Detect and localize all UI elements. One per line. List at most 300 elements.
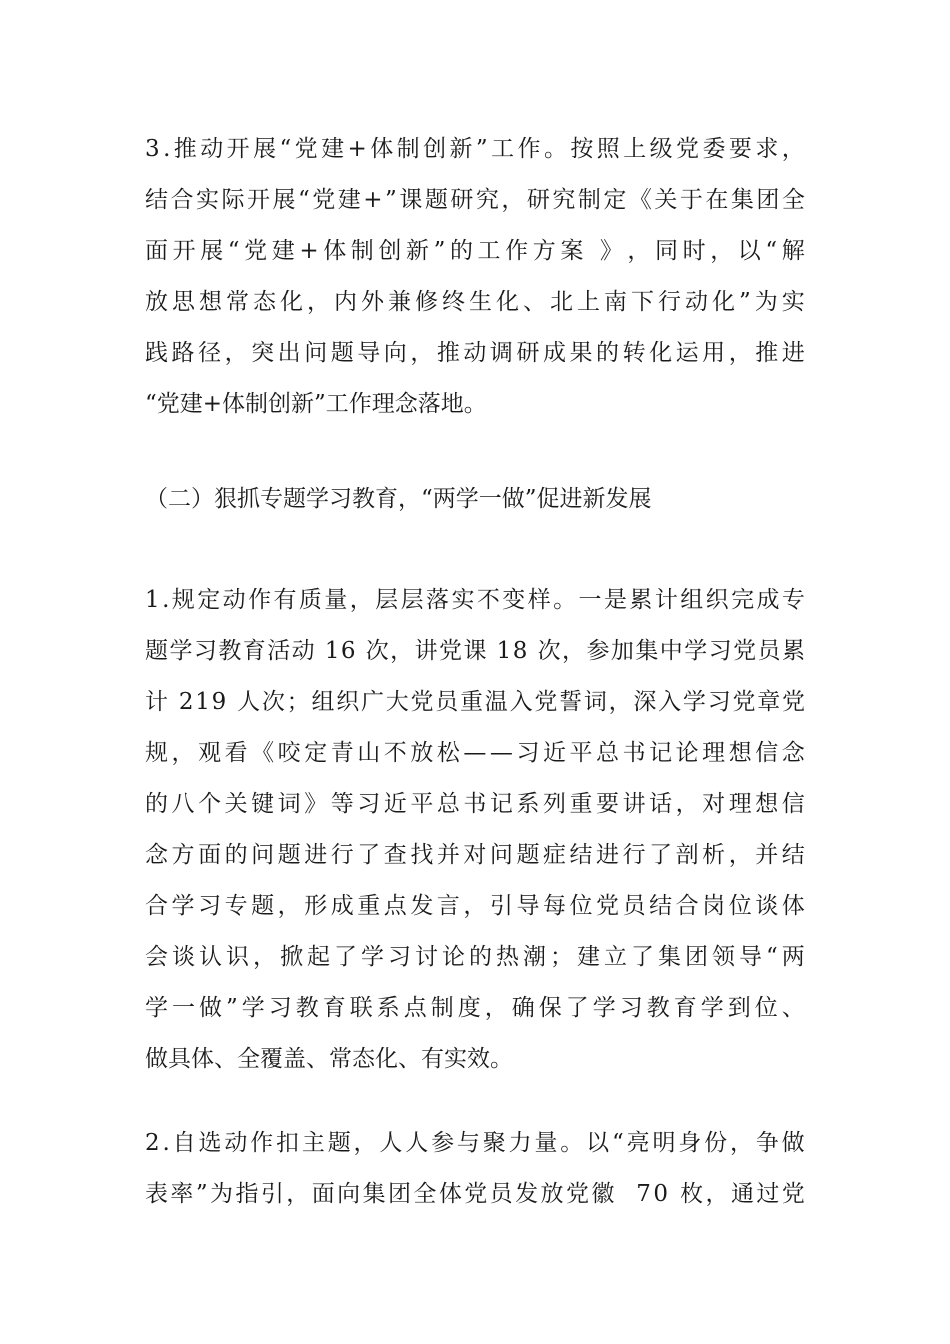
text-glyph: 规 [145,740,168,766]
text-glyph: 层 [375,587,399,613]
text-glyph: 记 [489,791,513,817]
text-glyph: 松 [436,740,460,766]
text-glyph [617,1169,624,1220]
text-glyph: 6 [340,638,356,664]
text-glyph [670,1169,677,1220]
text-glyph: 为 [754,289,778,315]
text-glyph: 平 [410,791,434,817]
text-glyph: ， [781,136,805,162]
text-glyph: 掀 [280,944,303,970]
text-glyph: 上 [577,289,600,315]
text-glyph: 位 [728,893,752,919]
text-glyph: 亮 [626,1130,650,1156]
text-glyph: 团 [756,187,780,213]
text-glyph: 党 [596,893,620,919]
text-glyph: 制 [430,995,454,1021]
text-glyph: 推 [436,340,460,366]
text-glyph: 行 [622,842,646,868]
text-glyph: 研 [450,187,474,213]
text-glyph: 结 [649,893,673,919]
text-glyph: 聚 [482,1130,506,1156]
text-glyph: 集 [658,944,681,970]
text-glyph: 规 [171,587,195,613]
text-glyph: 讲 [622,791,646,817]
text-glyph: 为 [210,1181,234,1207]
text-glyph: 两 [781,944,805,970]
text-glyph: 学 [171,893,195,919]
text-glyph: 联 [349,995,373,1021]
text-glyph: 体 [438,1181,462,1207]
text-glyph: 过 [756,1181,780,1207]
text-glyph: 党 [294,136,318,162]
text-glyph: 2 [178,689,194,715]
text-glyph: 建 [271,238,295,264]
text-glyph: 自 [172,1130,196,1156]
text-glyph: 确 [511,995,535,1021]
text-glyph: ” [475,136,488,162]
text-glyph: 与 [456,1130,480,1156]
text-glyph: 对 [463,842,487,868]
text-glyph: 开 [247,187,270,213]
text-glyph: 选 [198,1130,222,1156]
text-glyph: 量 [534,1130,558,1156]
text-glyph: 育 [322,995,346,1021]
text-glyph: 青 [330,740,354,766]
text-glyph: 常 [226,289,249,315]
text-glyph: 点 [403,995,427,1021]
text-glyph: “ [766,944,778,970]
text-glyph: ” [433,238,446,264]
text-line [145,830,805,881]
text-glyph: 谈 [755,893,779,919]
text-glyph: 习 [357,791,381,817]
text-glyph: 引 [260,1181,284,1207]
text-glyph: 党 [781,1181,805,1207]
text-glyph: ， [277,893,301,919]
text-glyph: 向 [383,340,407,366]
text-glyph: 实 [451,587,475,613]
text-glyph: 集 [362,1181,386,1207]
text-glyph: 到 [727,995,751,1021]
text-glyph: 列 [542,791,566,817]
text-glyph: 进 [781,340,805,366]
text-glyph: . [162,587,170,613]
text-glyph: 学 [169,638,193,664]
text-glyph: 活 [267,638,291,664]
text-line [145,1118,805,1169]
text-glyph: 参 [586,638,610,664]
text-glyph: 变 [502,587,526,613]
text-glyph: 转 [622,340,646,366]
text-glyph: 念 [145,842,168,868]
text-glyph: 究 [552,187,576,213]
text-glyph: 学 [682,689,706,715]
text-glyph: 合 [145,893,168,919]
text-glyph: 词 [277,791,301,817]
text-glyph: 指 [235,1181,259,1207]
text-glyph: 究 [475,187,499,213]
text-glyph: 放 [410,740,434,766]
text-glyph: 同 [655,238,678,264]
text-glyph: 人 [237,689,261,715]
text-glyph: 总 [596,740,620,766]
text-glyph: 工 [477,238,501,264]
text-glyph: 观 [198,740,222,766]
text-glyph: 习 [516,740,540,766]
text-glyph: “ [765,238,778,264]
text-glyph [488,626,495,677]
text-line [145,379,805,430]
text-glyph: ， [353,1130,377,1156]
text-glyph: “ [298,187,310,213]
text-glyph: 立 [604,944,627,970]
text-glyph: 0 [653,1181,668,1207]
text-glyph: ， [484,995,508,1021]
text-glyph: 放 [540,1181,564,1207]
text-glyph: 起 [307,944,330,970]
text-glyph: 计 [145,689,168,715]
text-glyph: 表 [145,1181,168,1207]
heading-text: （二）狠抓专题学习教育，“两学一做”促进新发展 [145,486,652,512]
text-line-content: 做具体、全覆盖、常态化、有实效。 [145,1046,513,1072]
text-glyph: 每 [542,893,566,919]
text-glyph: 症 [542,842,566,868]
text-glyph: 身 [678,1130,702,1156]
text-glyph: 党 [464,1181,488,1207]
text-glyph: 次 [365,638,389,664]
text-glyph: 建 [577,944,600,970]
text-glyph: 、 [523,289,546,315]
text-glyph: 员 [489,1181,513,1207]
text-glyph: 认 [199,944,222,970]
text-glyph: 推 [755,340,779,366]
text-glyph: 计 [654,587,678,613]
text-glyph: ， [307,289,330,315]
text-glyph: 枚 [680,1181,704,1207]
text-glyph: 讨 [415,944,438,970]
text-glyph: 大 [385,689,409,715]
text-glyph: 展 [272,187,296,213]
text-glyph: 领 [712,944,735,970]
text-glyph: 样 [527,587,551,613]
text-glyph: 方 [532,238,556,264]
text-glyph: 集 [635,638,659,664]
text-glyph: 委 [702,136,726,162]
text-glyph: 案 [560,238,584,264]
text-glyph: 兼 [388,289,411,315]
text-line [145,277,805,328]
text-glyph: 作 [517,136,541,162]
text-glyph: 行 [330,842,354,868]
text-glyph: 员 [622,893,646,919]
text-glyph: 等 [330,791,354,817]
text-glyph: 动 [291,638,315,664]
text-glyph: 论 [442,944,465,970]
text-glyph: 党 [244,238,268,264]
text-glyph: ” [226,995,238,1021]
text-glyph: 近 [542,740,566,766]
text-glyph: 关 [224,791,248,817]
text-glyph: 温 [484,689,508,715]
text-glyph: 生 [469,289,492,315]
text-glyph [228,677,235,728]
text-glyph: 一 [172,995,195,1021]
text-glyph: 以 [586,1130,610,1156]
text-glyph: 明 [652,1130,676,1156]
text-glyph: 化 [712,289,735,315]
text-glyph: 信 [755,740,779,766]
text-glyph: 扣 [276,1130,300,1156]
text-glyph: 际 [221,187,245,213]
text-line [145,881,805,932]
text-glyph: 的 [469,944,492,970]
text-glyph: 运 [675,340,699,366]
text-line [145,1034,805,1085]
text-glyph: 剖 [675,842,699,868]
text-glyph: 总 [436,791,460,817]
text-glyph: 导 [516,893,540,919]
text-glyph: 。 [553,587,577,613]
text-line [145,226,805,277]
text-glyph: ， [710,238,734,264]
text-glyph: 成 [756,587,780,613]
text-glyph: 不 [383,740,407,766]
text-glyph: 人 [405,1130,429,1156]
text-glyph: 习 [193,638,217,664]
text-glyph: 重 [460,689,484,715]
text-glyph: 级 [649,136,673,162]
text-glyph: 化 [649,340,673,366]
text-glyph: 导 [357,340,381,366]
text-glyph: 言 [436,893,460,919]
text-glyph: 习 [708,638,732,664]
text-glyph: 学 [145,995,168,1021]
text-glyph: 看 [224,740,248,766]
text-glyph: 合 [170,187,194,213]
text-glyph: 位 [569,893,593,919]
text-glyph: 题 [330,340,354,366]
text-glyph: 了 [565,995,589,1021]
text-line-content: “党建+体制创新”工作理念落地。 [145,391,487,417]
text-glyph: 入 [509,689,533,715]
text-glyph: 是 [603,587,627,613]
text-glyph: 做 [199,995,222,1021]
text-glyph: 章 [757,689,781,715]
text-glyph: 信 [781,791,805,817]
text-glyph: 落 [426,587,450,613]
text-glyph: 放 [145,289,168,315]
text-glyph: 《 [251,740,275,766]
text-glyph: 团 [387,1181,411,1207]
text-glyph: 想 [755,791,779,817]
text-glyph: 对 [702,791,726,817]
text-glyph: 要 [596,791,620,817]
text-glyph: 度 [457,995,481,1021]
text-glyph: 按 [570,136,594,162]
text-glyph: ， [729,1130,753,1156]
text-glyph: 的 [145,791,168,817]
text-glyph: 党 [410,689,434,715]
text-glyph: 体 [781,893,805,919]
text-glyph: 党 [312,187,336,213]
text-glyph: 定 [197,587,221,613]
text-glyph: 员 [757,638,781,664]
text-line [145,779,805,830]
text-glyph: 实 [781,289,805,315]
text-glyph: 创 [423,136,447,162]
text-glyph: 次 [537,638,561,664]
text-glyph: ， [410,340,434,366]
text-glyph: 工 [491,136,515,162]
text-glyph: 热 [496,944,519,970]
text-line [145,124,805,175]
text-glyph: ， [171,740,195,766]
text-glyph: . [163,136,171,162]
text-glyph: 的 [449,238,473,264]
text-glyph: 质 [298,587,322,613]
text-glyph: 展 [200,238,224,264]
text-glyph: 合 [675,893,699,919]
text-glyph: + [363,187,383,213]
text-line [145,575,805,626]
text-glyph: 时 [682,238,706,264]
text-glyph: 了 [649,842,673,868]
text-glyph: 行 [658,289,681,315]
text-glyph: 析 [702,842,726,868]
text-glyph: 践 [145,340,168,366]
text-glyph: 谈 [172,944,195,970]
text-glyph: 了 [631,944,654,970]
text-glyph: 径 [198,340,222,366]
text-glyph: ， [675,791,699,817]
text-glyph: 主 [301,1130,325,1156]
paragraph-party-building-innovation [145,124,805,430]
text-glyph: 率 [170,1181,194,1207]
text-glyph: 研 [516,340,540,366]
text-glyph: 调 [489,340,513,366]
text-glyph: 识 [226,944,249,970]
text-glyph: 课 [399,187,423,213]
text-glyph: 通 [730,1181,754,1207]
text-glyph: 动 [224,1130,248,1156]
text-glyph [316,626,323,677]
text-glyph: 有 [273,587,297,613]
text-glyph: 终 [442,289,465,315]
text-glyph: 份 [704,1130,728,1156]
text-glyph: 态 [253,289,276,315]
text-glyph: 题 [145,638,168,664]
text-glyph: 讲 [414,638,438,664]
text-glyph: 》 [304,791,328,817]
text-glyph: 化 [280,289,303,315]
text-glyph: 岗 [702,893,726,919]
text-glyph: 3 [145,136,160,162]
text-glyph: ， [608,689,632,715]
text-line [145,728,805,779]
text-glyph: 。 [543,136,567,162]
text-glyph: 了 [334,944,357,970]
text-glyph: 全 [413,1181,437,1207]
text-glyph: 动 [222,587,246,613]
text-glyph: 题 [277,842,301,868]
text-glyph: 问 [304,340,328,366]
text-glyph: 1 [496,638,512,664]
text-glyph: 下 [631,289,654,315]
text-glyph: 导 [739,944,762,970]
text-glyph: ” [739,289,751,315]
text-glyph: 加 [610,638,634,664]
text-glyph: 完 [731,587,755,613]
text-line [145,175,805,226]
text-glyph: 内 [334,289,357,315]
text-glyph: 作 [250,1130,274,1156]
text-glyph: 党 [565,1181,589,1207]
text-glyph: 入 [658,689,682,715]
text-glyph: 的 [224,842,248,868]
text-glyph: 成 [542,340,566,366]
text-line [145,932,805,983]
text-glyph: 书 [622,740,646,766]
text-glyph: 会 [145,944,168,970]
text-glyph: 广 [360,689,384,715]
text-glyph: 7 [636,1181,651,1207]
text-glyph: — [489,740,513,766]
text-glyph: 不 [476,587,500,613]
text-glyph: 发 [410,893,434,919]
text-glyph: ， [390,638,414,664]
text-glyph: 中 [659,638,683,664]
text-glyph: 。 [560,1130,584,1156]
text-glyph: 教 [218,638,242,664]
heading-line [145,474,805,525]
text-glyph: 想 [199,289,222,315]
text-glyph: 誓 [559,689,583,715]
text-glyph: 进 [596,842,620,868]
text-glyph: 推 [173,136,197,162]
text-glyph: 展 [253,136,277,162]
text-glyph: 教 [646,995,670,1021]
text-glyph: 个 [198,791,222,817]
text-glyph: 保 [538,995,562,1021]
text-glyph: 发 [515,1181,539,1207]
text-glyph: 引 [489,893,513,919]
text-glyph: 层 [400,587,424,613]
text-glyph: 参 [431,1130,455,1156]
text-glyph: 的 [596,340,620,366]
text-glyph: 育 [242,638,266,664]
text-glyph: 在 [705,187,729,213]
text-glyph: 化 [496,289,519,315]
paragraph-required-actions [145,575,805,1085]
text-glyph: 求 [755,136,779,162]
text-glyph: ” [385,187,397,213]
text-glyph: 八 [171,791,195,817]
text-glyph: 体 [370,136,394,162]
text-line [145,983,805,1034]
text-glyph: ， [463,893,487,919]
text-glyph: 组 [680,587,704,613]
text-glyph: 重 [569,791,593,817]
text-glyph [529,626,536,677]
text-glyph: 制 [577,187,601,213]
text-glyph: “ [227,238,240,264]
text-line [145,677,805,728]
text-glyph: 路 [171,340,195,366]
text-glyph: 建 [321,136,345,162]
text-glyph [588,226,595,277]
text-glyph: 结 [145,187,168,213]
text-glyph: 员 [435,689,459,715]
